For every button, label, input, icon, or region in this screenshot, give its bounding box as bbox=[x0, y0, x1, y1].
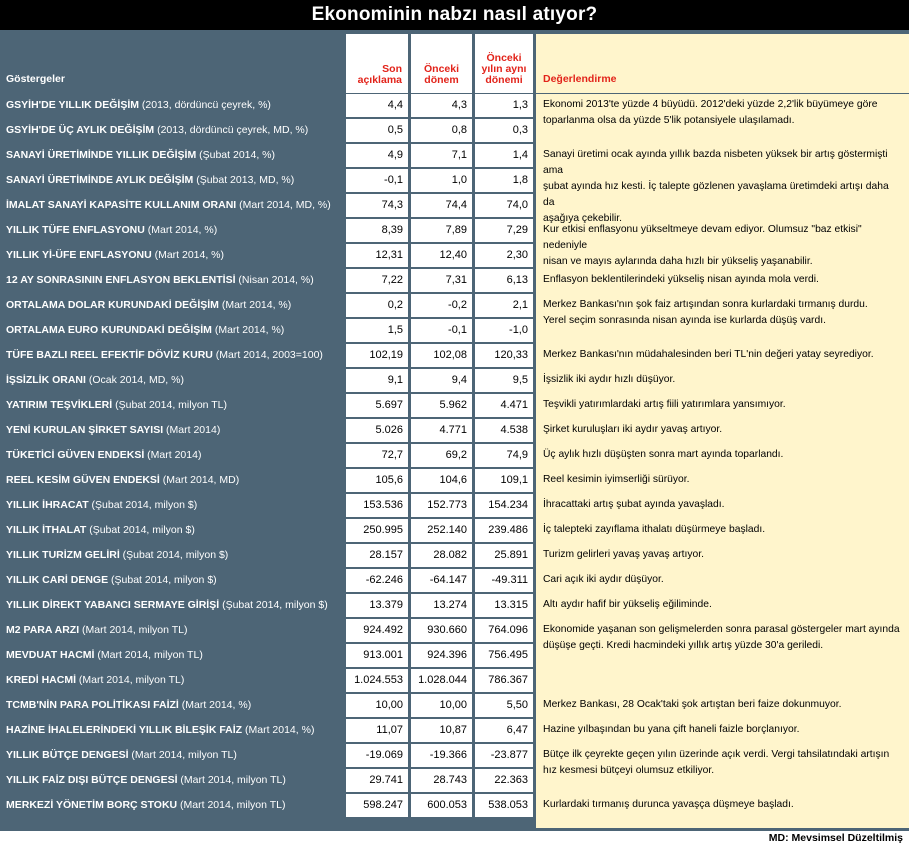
table-row bbox=[0, 544, 909, 567]
previous-value: 924.396 bbox=[411, 644, 472, 667]
table-row bbox=[0, 719, 909, 742]
evaluation-line: Şirket kuruluşları iki aydır yavaş artıyor. bbox=[543, 424, 723, 435]
latest-value: 1.024.553 bbox=[346, 669, 408, 692]
indicator-name: YILLIK DİREKT YABANCI SERMAYE GİRİŞİ bbox=[6, 599, 220, 611]
indicator-name: REEL KESİM GÜVEN ENDEKSİ bbox=[6, 474, 160, 486]
indicator-name: YILLIK İTHALAT bbox=[6, 524, 87, 536]
indicator-cell bbox=[0, 494, 344, 517]
table-row bbox=[0, 769, 909, 792]
indicator-detail: (Mart 2014, milyon TL) bbox=[79, 624, 188, 636]
latest-value: 10,00 bbox=[346, 694, 408, 717]
latest-value: 105,6 bbox=[346, 469, 408, 492]
indicator-detail: (Mart 2014, %) bbox=[218, 299, 292, 311]
indicator-cell bbox=[0, 144, 344, 167]
indicator-name: KREDİ HACMİ bbox=[6, 674, 76, 686]
table-row bbox=[0, 194, 909, 217]
evaluation-line: düşüşe geçti. Kredi hacmindeki yıllık artış yüzde 30'a geriledi. bbox=[543, 640, 824, 651]
evaluation-line: Turizm gelirleri yavaş yavaş artıyor. bbox=[543, 549, 704, 560]
latest-value: 13.379 bbox=[346, 594, 408, 617]
latest-value: -19.069 bbox=[346, 744, 408, 767]
prev-year-value: 109,1 bbox=[475, 469, 533, 492]
indicator-name: YILLIK Yİ-ÜFE ENFLASYONU bbox=[6, 249, 152, 261]
indicator-cell bbox=[0, 469, 344, 492]
indicator-detail: (Şubat 2014, milyon $) bbox=[108, 574, 217, 586]
latest-value: 8,39 bbox=[346, 219, 408, 242]
table-row bbox=[0, 619, 909, 642]
previous-value: 74,4 bbox=[411, 194, 472, 217]
indicator-name: HAZİNE İHALELERİNDEKİ YILLIK BİLEŞİK FAİZ bbox=[6, 724, 243, 736]
previous-value: 69,2 bbox=[411, 444, 472, 467]
indicator-name: SANAYİ ÜRETİMİNDE YILLIK DEĞİŞİM bbox=[6, 149, 197, 161]
indicator-cell bbox=[0, 694, 344, 717]
previous-value: 5.962 bbox=[411, 394, 472, 417]
prev-year-value: -23.877 bbox=[475, 744, 533, 767]
indicator-cell bbox=[0, 569, 344, 592]
prev-year-value: 538.053 bbox=[475, 794, 533, 817]
indicator-cell bbox=[0, 644, 344, 667]
evaluation-line: İç talepteki zayıflama ithalatı düşürmeye başladı. bbox=[543, 524, 766, 535]
table-row bbox=[0, 794, 909, 817]
indicator-name: SANAYİ ÜRETİMİNDE AYLIK DEĞİŞİM bbox=[6, 174, 194, 186]
header-latest-line: açıklama bbox=[357, 74, 402, 86]
previous-value: 7,31 bbox=[411, 269, 472, 292]
latest-value: 74,3 bbox=[346, 194, 408, 217]
evaluation-line: Üç aylık hızlı düşüşten sonra mart ayında toparlandı. bbox=[543, 449, 784, 460]
header-indicators-label: Göstergeler bbox=[6, 73, 65, 85]
prev-year-value: 764.096 bbox=[475, 619, 533, 642]
evaluation-line: İşsizlik iki aydır hızlı düşüyor. bbox=[543, 374, 676, 385]
footer bbox=[0, 831, 909, 848]
header-evaluation bbox=[536, 34, 909, 93]
prev-year-value: 120,33 bbox=[475, 344, 533, 367]
indicator-name: İŞSİZLİK ORANI bbox=[6, 374, 86, 386]
indicator-cell bbox=[0, 369, 344, 392]
evaluation-line: toparlanma olsa da yüzde 5'lik potansiyele ulaşılamadı. bbox=[543, 115, 795, 126]
previous-value: -0,2 bbox=[411, 294, 472, 317]
header-latest-line: Son bbox=[382, 63, 402, 75]
latest-value: 72,7 bbox=[346, 444, 408, 467]
table-row bbox=[0, 694, 909, 717]
indicator-detail: (Nisan 2014, %) bbox=[235, 274, 314, 286]
prev-year-value: 74,9 bbox=[475, 444, 533, 467]
header-previous-line: Önceki bbox=[423, 63, 460, 75]
latest-value: -62.246 bbox=[346, 569, 408, 592]
indicator-cell bbox=[0, 319, 344, 342]
table-row bbox=[0, 144, 909, 167]
previous-value: 600.053 bbox=[411, 794, 472, 817]
table-row bbox=[0, 469, 909, 492]
evaluation-line: Kur etkisi enflasyonu yükseltmeye devam ediyor. Olumsuz "baz etkisi" nedeniyle bbox=[543, 224, 862, 251]
previous-value: 28.082 bbox=[411, 544, 472, 567]
evaluation-line: Yerel seçim sonrasında nisan ayında ise kurlarda düşüş vardı. bbox=[543, 315, 826, 326]
evaluation-line: Cari açık iki aydır düşüyor. bbox=[543, 574, 664, 585]
indicator-cell bbox=[0, 244, 344, 267]
table-row bbox=[0, 94, 909, 117]
indicator-name: MERKEZİ YÖNETİM BORÇ STOKU bbox=[6, 799, 178, 811]
indicator-cell bbox=[0, 594, 344, 617]
indicator-detail: (Mart 2014, %) bbox=[211, 324, 285, 336]
indicator-cell bbox=[0, 544, 344, 567]
indicator-cell bbox=[0, 419, 344, 442]
indicator-cell bbox=[0, 344, 344, 367]
table-row bbox=[0, 294, 909, 317]
table-row bbox=[0, 269, 909, 292]
indicator-name: YATIRIM TEŞVİKLERİ bbox=[6, 399, 113, 411]
indicator-name: TCMB'NİN PARA POLİTİKASI FAİZİ bbox=[6, 699, 179, 711]
latest-value: 7,22 bbox=[346, 269, 408, 292]
evaluation-line: Hazine yılbaşından bu yana çift haneli faizle borçlanıyor. bbox=[543, 724, 800, 735]
previous-value: 12,40 bbox=[411, 244, 472, 267]
indicator-detail: (Mart 2014, 2003=100) bbox=[212, 349, 323, 361]
latest-value: 0,2 bbox=[346, 294, 408, 317]
indicator-cell bbox=[0, 394, 344, 417]
indicator-cell bbox=[0, 269, 344, 292]
indicator-cell bbox=[0, 669, 344, 692]
indicator-name: 12 AY SONRASININ ENFLASYON BEKLENTİSİ bbox=[6, 274, 236, 286]
indicator-detail: (Şubat 2014, milyon $) bbox=[219, 599, 328, 611]
indicator-detail: (Mart 2014, milyon TL) bbox=[128, 749, 237, 761]
indicator-cell bbox=[0, 294, 344, 317]
indicator-name: YILLIK TURİZM GELİRİ bbox=[6, 549, 120, 561]
evaluation-line: Enflasyon beklentilerindeki yükseliş nisan ayında mola verdi. bbox=[543, 274, 819, 285]
header-evaluation-label: Değerlendirme bbox=[543, 73, 617, 85]
indicator-name: GSYİH'DE ÜÇ AYLIK DEĞİŞİM bbox=[6, 124, 155, 136]
evaluation-line: şubat ayında hız kesti. İç talepte gözlenen yavaşlama üretimdeki artışı daha da bbox=[543, 181, 889, 208]
previous-value: 1,0 bbox=[411, 169, 472, 192]
prev-year-value: 9,5 bbox=[475, 369, 533, 392]
evaluation-line: Merkez Bankası'nın şok faiz artışından sonra kurlardaki tırmanış durdu. bbox=[543, 299, 868, 310]
latest-value: 102,19 bbox=[346, 344, 408, 367]
indicator-detail: (2013, dördüncü çeyrek, %) bbox=[139, 99, 271, 111]
evaluation-line: Ekonomi 2013'te yüzde 4 büyüdü. 2012'deki yüzde 2,2'lik büyümeye göre bbox=[543, 99, 878, 110]
evaluation-line: Sanayi üretimi ocak ayında yıllık bazda nisbeten yüksek bir artış göstermişti ama bbox=[543, 149, 888, 176]
indicator-name: YILLIK İHRACAT bbox=[6, 499, 89, 511]
indicator-detail: (Şubat 2014, %) bbox=[196, 149, 275, 161]
table-row bbox=[0, 669, 909, 692]
prev-year-value: 1,4 bbox=[475, 144, 533, 167]
indicator-detail: (Mart 2014) bbox=[163, 424, 221, 436]
latest-value: 4,4 bbox=[346, 94, 408, 117]
previous-value: 104,6 bbox=[411, 469, 472, 492]
prev-year-value: 13.315 bbox=[475, 594, 533, 617]
indicator-name: M2 PARA ARZI bbox=[6, 624, 80, 636]
previous-value: 28.743 bbox=[411, 769, 472, 792]
header-prev-year bbox=[475, 34, 533, 93]
indicator-detail: (2013, dördüncü çeyrek, MD, %) bbox=[154, 124, 309, 136]
latest-value: 913.001 bbox=[346, 644, 408, 667]
latest-value: 29.741 bbox=[346, 769, 408, 792]
evaluation-line: nisan ve mayıs aylarında daha hızlı bir yükseliş yaşanabilir. bbox=[543, 256, 813, 267]
page-title: Ekonominin nabzı nasıl atıyor? bbox=[0, 0, 909, 30]
previous-value: 4.771 bbox=[411, 419, 472, 442]
evaluation-line: Teşvikli yatırımlardaki artış fiili yatırımlara yansımıyor. bbox=[543, 399, 786, 410]
latest-value: 153.536 bbox=[346, 494, 408, 517]
indicator-cell bbox=[0, 794, 344, 817]
prev-year-value: 154.234 bbox=[475, 494, 533, 517]
prev-year-value: 6,47 bbox=[475, 719, 533, 742]
header-previous-line: dönem bbox=[424, 74, 459, 86]
indicator-cell bbox=[0, 769, 344, 792]
table-row bbox=[0, 369, 909, 392]
indicator-detail: (Şubat 2014, milyon TL) bbox=[112, 399, 227, 411]
indicator-detail: (Şubat 2014, milyon $) bbox=[119, 549, 229, 561]
indicator-detail: (Mart 2014, %) bbox=[242, 724, 315, 736]
table-row bbox=[0, 169, 909, 192]
evaluation-line: Kurlardaki tırmanış durunca yavaşça düşmeye başladı. bbox=[543, 799, 794, 810]
prev-year-value: -1,0 bbox=[475, 319, 533, 342]
prev-year-value: -49.311 bbox=[475, 569, 533, 592]
indicator-cell bbox=[0, 94, 344, 117]
prev-year-value: 22.363 bbox=[475, 769, 533, 792]
prev-year-value: 786.367 bbox=[475, 669, 533, 692]
previous-value: 1.028.044 bbox=[411, 669, 472, 692]
previous-value: 4,3 bbox=[411, 94, 472, 117]
table-row bbox=[0, 244, 909, 267]
prev-year-value: 2,1 bbox=[475, 294, 533, 317]
indicator-cell bbox=[0, 444, 344, 467]
previous-value: 10,87 bbox=[411, 719, 472, 742]
prev-year-value: 5,50 bbox=[475, 694, 533, 717]
prev-year-value: 239.486 bbox=[475, 519, 533, 542]
evaluation-line: Merkez Bankası'nın müdahalesinden beri TL'nin değeri yatay seyrediyor. bbox=[543, 349, 874, 360]
latest-value: 9,1 bbox=[346, 369, 408, 392]
table-row bbox=[0, 594, 909, 617]
previous-value: 13.274 bbox=[411, 594, 472, 617]
latest-value: -0,1 bbox=[346, 169, 408, 192]
indicator-cell bbox=[0, 519, 344, 542]
evaluation-line: Altı aydır hafif bir yükseliş eğilimindе. bbox=[543, 599, 712, 610]
indicator-detail: (Mart 2014) bbox=[144, 449, 202, 461]
table-row bbox=[0, 219, 909, 242]
latest-value: 5.697 bbox=[346, 394, 408, 417]
indicator-detail: (Mart 2014, %) bbox=[144, 224, 218, 236]
header-prev-year-line: Önceki bbox=[486, 52, 522, 64]
indicator-detail: (Mart 2014, MD, %) bbox=[236, 199, 331, 211]
indicator-name: YENİ KURULAN ŞİRKET SAYISI bbox=[6, 424, 164, 436]
table-header bbox=[0, 34, 909, 93]
previous-value: 252.140 bbox=[411, 519, 472, 542]
evaluation-line: Bütçe ilk çeyrekte geçen yılın üzerinde açık verdi. Vergi tahsilatındaki artışın bbox=[543, 749, 890, 760]
header-previous bbox=[411, 34, 472, 93]
previous-value: 7,1 bbox=[411, 144, 472, 167]
evaluation-line: hız kesmesi bütçeyi olumsuz etkiliyor. bbox=[543, 765, 715, 776]
prev-year-value: 4.538 bbox=[475, 419, 533, 442]
indicator-name: YILLIK FAİZ DIŞI BÜTÇE DENGESİ bbox=[6, 774, 178, 786]
latest-value: 598.247 bbox=[346, 794, 408, 817]
evaluation-line: Ekonomide yaşanan son gelişmelerden sonra parasal göstergeler mart ayında bbox=[543, 624, 900, 635]
latest-value: 11,07 bbox=[346, 719, 408, 742]
table-row bbox=[0, 494, 909, 517]
prev-year-value: 6,13 bbox=[475, 269, 533, 292]
indicator-name: GSYİH'DE YILLIK DEĞİŞİM bbox=[6, 99, 139, 111]
indicator-name: YILLIK TÜFE ENFLASYONU bbox=[6, 224, 145, 236]
indicator-detail: (Şubat 2014, milyon $) bbox=[86, 524, 195, 536]
indicator-cell bbox=[0, 219, 344, 242]
indicator-name: YILLIK CARİ DENGE bbox=[6, 574, 109, 586]
header-indicators bbox=[0, 34, 344, 93]
prev-year-value: 74,0 bbox=[475, 194, 533, 217]
indicator-cell bbox=[0, 119, 344, 142]
indicator-detail: (Mart 2014, %) bbox=[151, 249, 225, 261]
table-row bbox=[0, 394, 909, 417]
latest-value: 4,9 bbox=[346, 144, 408, 167]
previous-value: 930.660 bbox=[411, 619, 472, 642]
prev-year-value: 2,30 bbox=[475, 244, 533, 267]
latest-value: 12,31 bbox=[346, 244, 408, 267]
previous-value: 10,00 bbox=[411, 694, 472, 717]
indicator-name: ORTALAMA EURO KURUNDAKİ DEĞİŞİM bbox=[6, 324, 212, 336]
table-row bbox=[0, 344, 909, 367]
indicator-name: YILLIK BÜTÇE DENGESİ bbox=[6, 749, 129, 761]
indicator-detail: (Mart 2014, MD) bbox=[159, 474, 240, 486]
table-row bbox=[0, 444, 909, 467]
indicator-detail: (Mart 2014, milyon TL) bbox=[177, 774, 286, 786]
previous-value: -64.147 bbox=[411, 569, 472, 592]
previous-value: -0,1 bbox=[411, 319, 472, 342]
prev-year-value: 7,29 bbox=[475, 219, 533, 242]
latest-value: 250.995 bbox=[346, 519, 408, 542]
footnote: MD: Mevsimsel Düzeltilmiş bbox=[768, 832, 903, 844]
indicator-detail: (Şubat 2013, MD, %) bbox=[193, 174, 295, 186]
evaluation-line: Merkez Bankası, 28 Ocak'taki şok artıştan beri faize dokunmuyor. bbox=[543, 699, 842, 710]
indicator-detail: (Mart 2014, %) bbox=[178, 699, 252, 711]
previous-value: -19.366 bbox=[411, 744, 472, 767]
table-row bbox=[0, 569, 909, 592]
indicator-name: ORTALAMA DOLAR KURUNDAKİ DEĞİŞİM bbox=[6, 299, 219, 311]
header-prev-year-line: yılın aynı bbox=[481, 63, 527, 75]
indicator-cell bbox=[0, 744, 344, 767]
indicator-cell bbox=[0, 194, 344, 217]
indicator-name: İMALAT SANAYİ KAPASİTE KULLANIM ORANI bbox=[6, 199, 237, 211]
evaluation-line: aşağıya çekebilir. bbox=[543, 213, 622, 224]
indicator-cell bbox=[0, 169, 344, 192]
previous-value: 102,08 bbox=[411, 344, 472, 367]
latest-value: 5.026 bbox=[346, 419, 408, 442]
prev-year-value: 756.495 bbox=[475, 644, 533, 667]
evaluation-line: Reel kesimin iyimserliği sürüyor. bbox=[543, 474, 690, 485]
indicator-detail: (Mart 2014, milyon TL) bbox=[76, 674, 185, 686]
latest-value: 1,5 bbox=[346, 319, 408, 342]
previous-value: 0,8 bbox=[411, 119, 472, 142]
evaluation-line: İhracattaki artış şubat ayında yavaşladı. bbox=[543, 499, 725, 510]
previous-value: 7,89 bbox=[411, 219, 472, 242]
prev-year-value: 1,3 bbox=[475, 94, 533, 117]
indicator-cell bbox=[0, 619, 344, 642]
table-row bbox=[0, 519, 909, 542]
latest-value: 0,5 bbox=[346, 119, 408, 142]
previous-value: 152.773 bbox=[411, 494, 472, 517]
indicator-name: TÜFE BAZLI REEL EFEKTİF DÖVİZ KURU bbox=[6, 349, 213, 361]
latest-value: 28.157 bbox=[346, 544, 408, 567]
indicator-cell bbox=[0, 719, 344, 742]
table-row bbox=[0, 744, 909, 767]
indicator-detail: (Mart 2014, milyon TL) bbox=[177, 799, 286, 811]
indicator-detail: (Ocak 2014, MD, %) bbox=[85, 374, 184, 386]
indicator-detail: (Mart 2014, milyon TL) bbox=[94, 649, 203, 661]
latest-value: 924.492 bbox=[346, 619, 408, 642]
header-prev-year-line: dönemi bbox=[485, 74, 523, 86]
indicator-name: TÜKETİCİ GÜVEN ENDEKSİ bbox=[6, 449, 145, 461]
table-row bbox=[0, 119, 909, 142]
indicator-detail: (Şubat 2014, milyon $) bbox=[88, 499, 198, 511]
prev-year-value: 4.471 bbox=[475, 394, 533, 417]
prev-year-value: 1,8 bbox=[475, 169, 533, 192]
previous-value: 9,4 bbox=[411, 369, 472, 392]
prev-year-value: 0,3 bbox=[475, 119, 533, 142]
table-row bbox=[0, 319, 909, 342]
table-row bbox=[0, 419, 909, 442]
header-latest bbox=[346, 34, 408, 93]
table-row bbox=[0, 644, 909, 667]
prev-year-value: 25.891 bbox=[475, 544, 533, 567]
indicator-name: MEVDUAT HACMİ bbox=[6, 649, 95, 661]
